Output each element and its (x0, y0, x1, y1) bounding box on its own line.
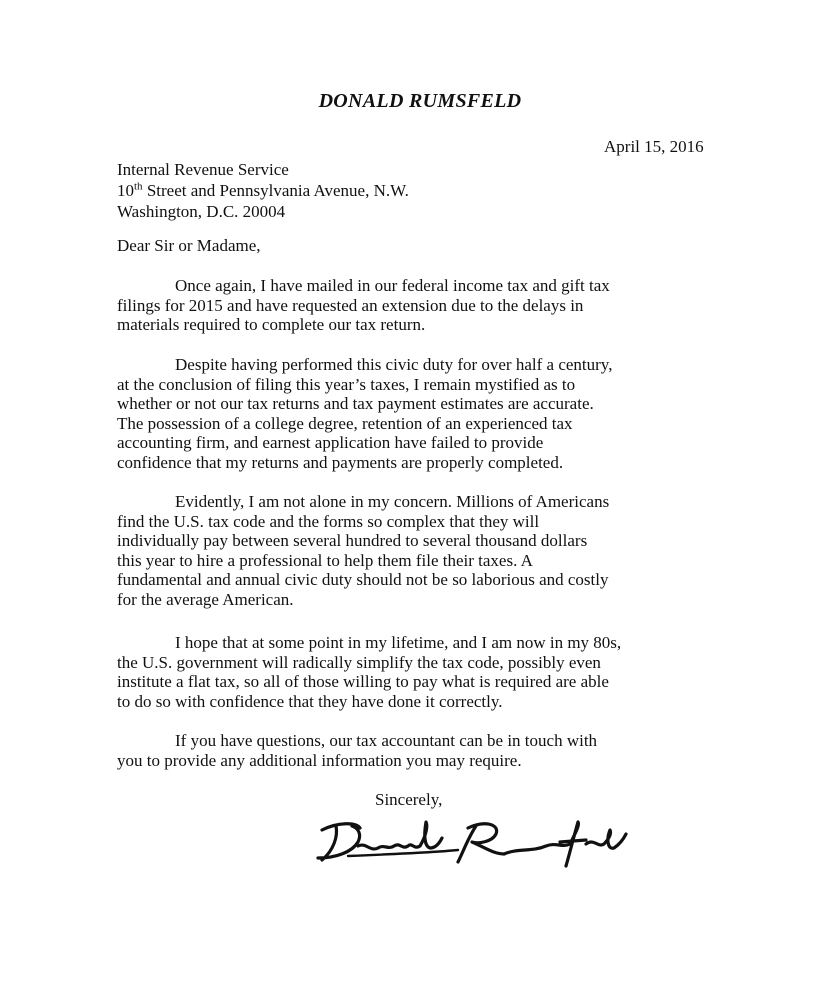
paragraph-line: If you have questions, our tax accountant can be in touch with (175, 731, 598, 750)
recipient-address (117, 159, 409, 222)
paragraph-line: to do so with confidence that they have done it correctly. (117, 691, 503, 711)
paragraph-1 (117, 276, 717, 335)
paragraph-line: this year to hire a professional to help them file their taxes. A (117, 550, 533, 570)
paragraph-line: at the conclusion of filing this year’s taxes, I remain mystified as to (117, 374, 576, 394)
paragraph-line: filings for 2015 and have requested an extension due to the delays in (117, 295, 584, 315)
paragraph-line: accounting firm, and earnest application have failed to provide (117, 433, 544, 452)
paragraph-line: find the U.S. tax code and the forms so complex that they will (117, 511, 540, 531)
paragraph-line: The possession of a college degree, retention of an experienced tax (117, 413, 573, 433)
paragraph-line: whether or not our tax returns and tax payment estimates are accurate. (117, 394, 594, 413)
street-number: 10 (117, 181, 134, 200)
address-line-3: Washington, D.C. 20004 (117, 202, 286, 221)
paragraph-line: confidence that my returns and payments are properly completed. (117, 452, 564, 472)
street-ordinal: th (134, 180, 143, 193)
paragraph-line: I hope that at some point in my lifetime, and I am now in my 80s, (175, 633, 622, 652)
paragraph-2 (117, 355, 717, 472)
signature-image (308, 812, 638, 872)
letterhead-name: DONALD RUMSFELD (318, 90, 522, 112)
closing: Sincerely, (375, 790, 443, 809)
paragraph-line: Despite having performed this civic duty for over half a century, (175, 355, 613, 374)
address-line-1: Internal Revenue Service (117, 160, 289, 179)
salutation: Dear Sir or Madame, (117, 236, 261, 255)
paragraph-line: individually pay between several hundred to several thousand dollars (117, 531, 588, 550)
paragraph-line: for the average American. (117, 589, 294, 609)
paragraph-5 (117, 731, 717, 770)
paragraph-line: fundamental and annual civic duty should not be so laborious and costly (117, 570, 609, 589)
paragraph-4 (117, 633, 717, 711)
letter-date: April 15, 2016 (604, 137, 704, 156)
address-line-2 (117, 180, 409, 201)
paragraph-line: Once again, I have mailed in our federal income tax and gift tax (175, 276, 610, 295)
paragraph-line: the U.S. government will radically simplify the tax code, possibly even (117, 652, 601, 672)
paragraph-3 (117, 492, 717, 609)
paragraph-line: Evidently, I am not alone in my concern. Millions of Americans (175, 492, 610, 511)
street-name: Street and Pennsylvania Avenue, N.W. (142, 181, 409, 200)
paragraph-line: you to provide any additional information you may require. (117, 750, 522, 770)
paragraph-line: materials required to complete our tax return. (117, 315, 426, 334)
paragraph-line: institute a flat tax, so all of those willing to pay what is required are able (117, 672, 609, 691)
